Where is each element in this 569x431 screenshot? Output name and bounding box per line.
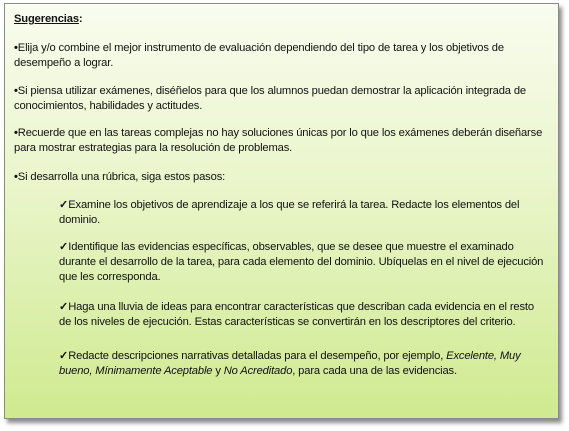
bullet-marker: •	[14, 127, 18, 139]
step-text-end: , para cada una de las evidencias.	[292, 365, 457, 377]
bullet-marker: •	[14, 85, 18, 97]
suggestion-text: Si piensa utilizar exámenes, diséñelos para que los alumnos puedan demostrar la aplicación integrada de conocimientos, habilidades y actitudes.	[14, 85, 526, 112]
step-text-conjunction: y	[212, 365, 224, 377]
suggestion-paragraph	[14, 126, 546, 156]
rubric-step	[59, 349, 547, 379]
suggestion-paragraph	[14, 41, 546, 71]
suggestion-text: Elija y/o combine el mejor instrumento de evaluación dependiendo del tipo de tarea y los objetivos de desempeño a lograr.	[14, 42, 504, 69]
step-text-levels: Excelente, Muy bueno, Mínimamente Aceptable	[59, 350, 521, 377]
step-text-level-last: No Acreditado	[223, 365, 293, 377]
rubric-step	[59, 240, 547, 285]
heading-title: Sugerencias	[14, 13, 79, 25]
step-text-start: Redacte descripciones narrativas detalladas para el desempeño, por ejemplo,	[68, 350, 447, 362]
suggestion-text: Si desarrolla una rúbrica, siga estos pasos:	[17, 171, 226, 183]
checkmark-icon: ✓	[59, 241, 69, 253]
rubric-step	[59, 300, 547, 330]
bullet-marker: •	[14, 171, 18, 183]
step-text: Haga una lluvia de ideas para encontrar características que describan cada evidencia en el resto de los niveles de ejecución. Estas características se convertirán en los descriptores del criterio.	[59, 301, 534, 328]
suggestion-paragraph	[14, 170, 546, 185]
suggestion-paragraph	[14, 84, 546, 114]
checkmark-icon: ✓	[59, 199, 69, 211]
panel-heading	[14, 12, 82, 27]
checkmark-icon: ✓	[59, 301, 69, 313]
checkmark-icon: ✓	[59, 350, 69, 362]
suggestion-text: Recuerde que en las tareas complejas no hay soluciones únicas por lo que los exámenes deberán diseñarse para mostrar estrategias para la resolución de problemas.	[14, 127, 543, 154]
heading-colon: :	[78, 13, 83, 25]
step-text: Identifique las evidencias específicas, observables, que se desee que muestre el examinado durante el desarrollo de la tarea, para cada elemento del dominio. Ubíquelas en el nivel de ejecución que les corresponda.	[59, 241, 544, 283]
suggestions-panel	[4, 3, 559, 419]
bullet-marker: •	[14, 42, 18, 54]
rubric-step	[59, 198, 547, 228]
step-text: Examine los objetivos de aprendizaje a los que se referirá la tarea. Redacte los elementos del dominio.	[59, 199, 520, 226]
